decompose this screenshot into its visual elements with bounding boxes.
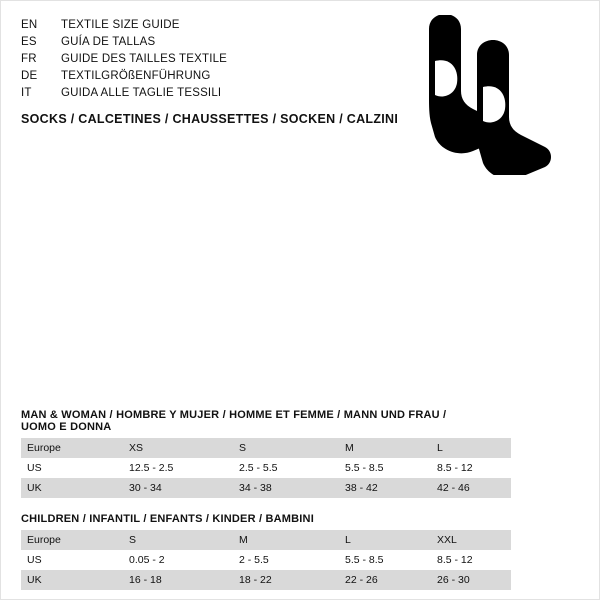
language-label: TEXTILE SIZE GUIDE	[61, 19, 180, 31]
table-cell: M	[233, 530, 339, 550]
table-cell: 12.5 - 2.5	[123, 458, 233, 478]
language-row	[21, 34, 361, 51]
language-code: EN	[21, 19, 38, 31]
table-cell: 8.5 - 12	[431, 550, 511, 570]
table-cell: 0.05 - 2	[123, 550, 233, 570]
table-cell: 22 - 26	[339, 570, 431, 590]
table-cell: M	[339, 438, 431, 458]
language-code: ES	[21, 36, 37, 48]
table-cell: XS	[123, 438, 233, 458]
man-woman-table	[21, 438, 511, 498]
table-cell: US	[21, 458, 123, 478]
table-cell: S	[123, 530, 233, 550]
table-cell: Europe	[21, 438, 123, 458]
language-row	[21, 85, 361, 102]
table-cell: 34 - 38	[233, 478, 339, 498]
language-row	[21, 51, 361, 68]
page-title: SOCKS / CALCETINES / CHAUSSETTES / SOCKEN / CALZINI	[21, 112, 399, 126]
table-cell: 5.5 - 8.5	[339, 458, 431, 478]
table-cell: 5.5 - 8.5	[339, 550, 431, 570]
language-label: TEXTILGRÖßENFÜHRUNG	[61, 70, 211, 82]
table-cell: 2 - 5.5	[233, 550, 339, 570]
children-table	[21, 530, 511, 590]
table-cell: S	[233, 438, 339, 458]
table-cell: 18 - 22	[233, 570, 339, 590]
table-cell: L	[431, 438, 511, 458]
table-cell: UK	[21, 478, 123, 498]
table-row	[21, 550, 511, 570]
table-cell: 16 - 18	[123, 570, 233, 590]
table-cell: L	[339, 530, 431, 550]
table-cell: 30 - 34	[123, 478, 233, 498]
language-code: DE	[21, 70, 38, 82]
table-row	[21, 530, 511, 550]
language-label: GUIDA ALLE TAGLIE TESSILI	[61, 87, 222, 99]
language-label: GUÍA DE TALLAS	[61, 36, 156, 48]
language-list	[21, 17, 361, 102]
table-row	[21, 478, 511, 498]
language-label: GUIDE DES TAILLES TEXTILE	[61, 53, 228, 65]
table-cell: 2.5 - 5.5	[233, 458, 339, 478]
table-row	[21, 570, 511, 590]
table-cell: US	[21, 550, 123, 570]
language-code: IT	[21, 87, 32, 99]
man-woman-title: MAN & WOMAN / HOMBRE Y MUJER / HOMME ET FEMME / MANN UND FRAU / UOMO E DONNA	[21, 409, 447, 433]
table-cell: 8.5 - 12	[431, 458, 511, 478]
man-woman-section	[21, 409, 481, 498]
table-cell: XXL	[431, 530, 511, 550]
table-cell: 26 - 30	[431, 570, 511, 590]
children-section	[21, 513, 481, 590]
language-row	[21, 17, 361, 34]
table-cell: 38 - 42	[339, 478, 431, 498]
language-code: FR	[21, 53, 37, 65]
children-title: CHILDREN / INFANTIL / ENFANTS / KINDER / BAMBINI	[21, 513, 314, 525]
table-cell: Europe	[21, 530, 123, 550]
table-row	[21, 458, 511, 478]
table-cell: 42 - 46	[431, 478, 511, 498]
table-row	[21, 438, 511, 458]
language-row	[21, 68, 361, 85]
socks-illustration	[401, 15, 581, 175]
table-cell: UK	[21, 570, 123, 590]
